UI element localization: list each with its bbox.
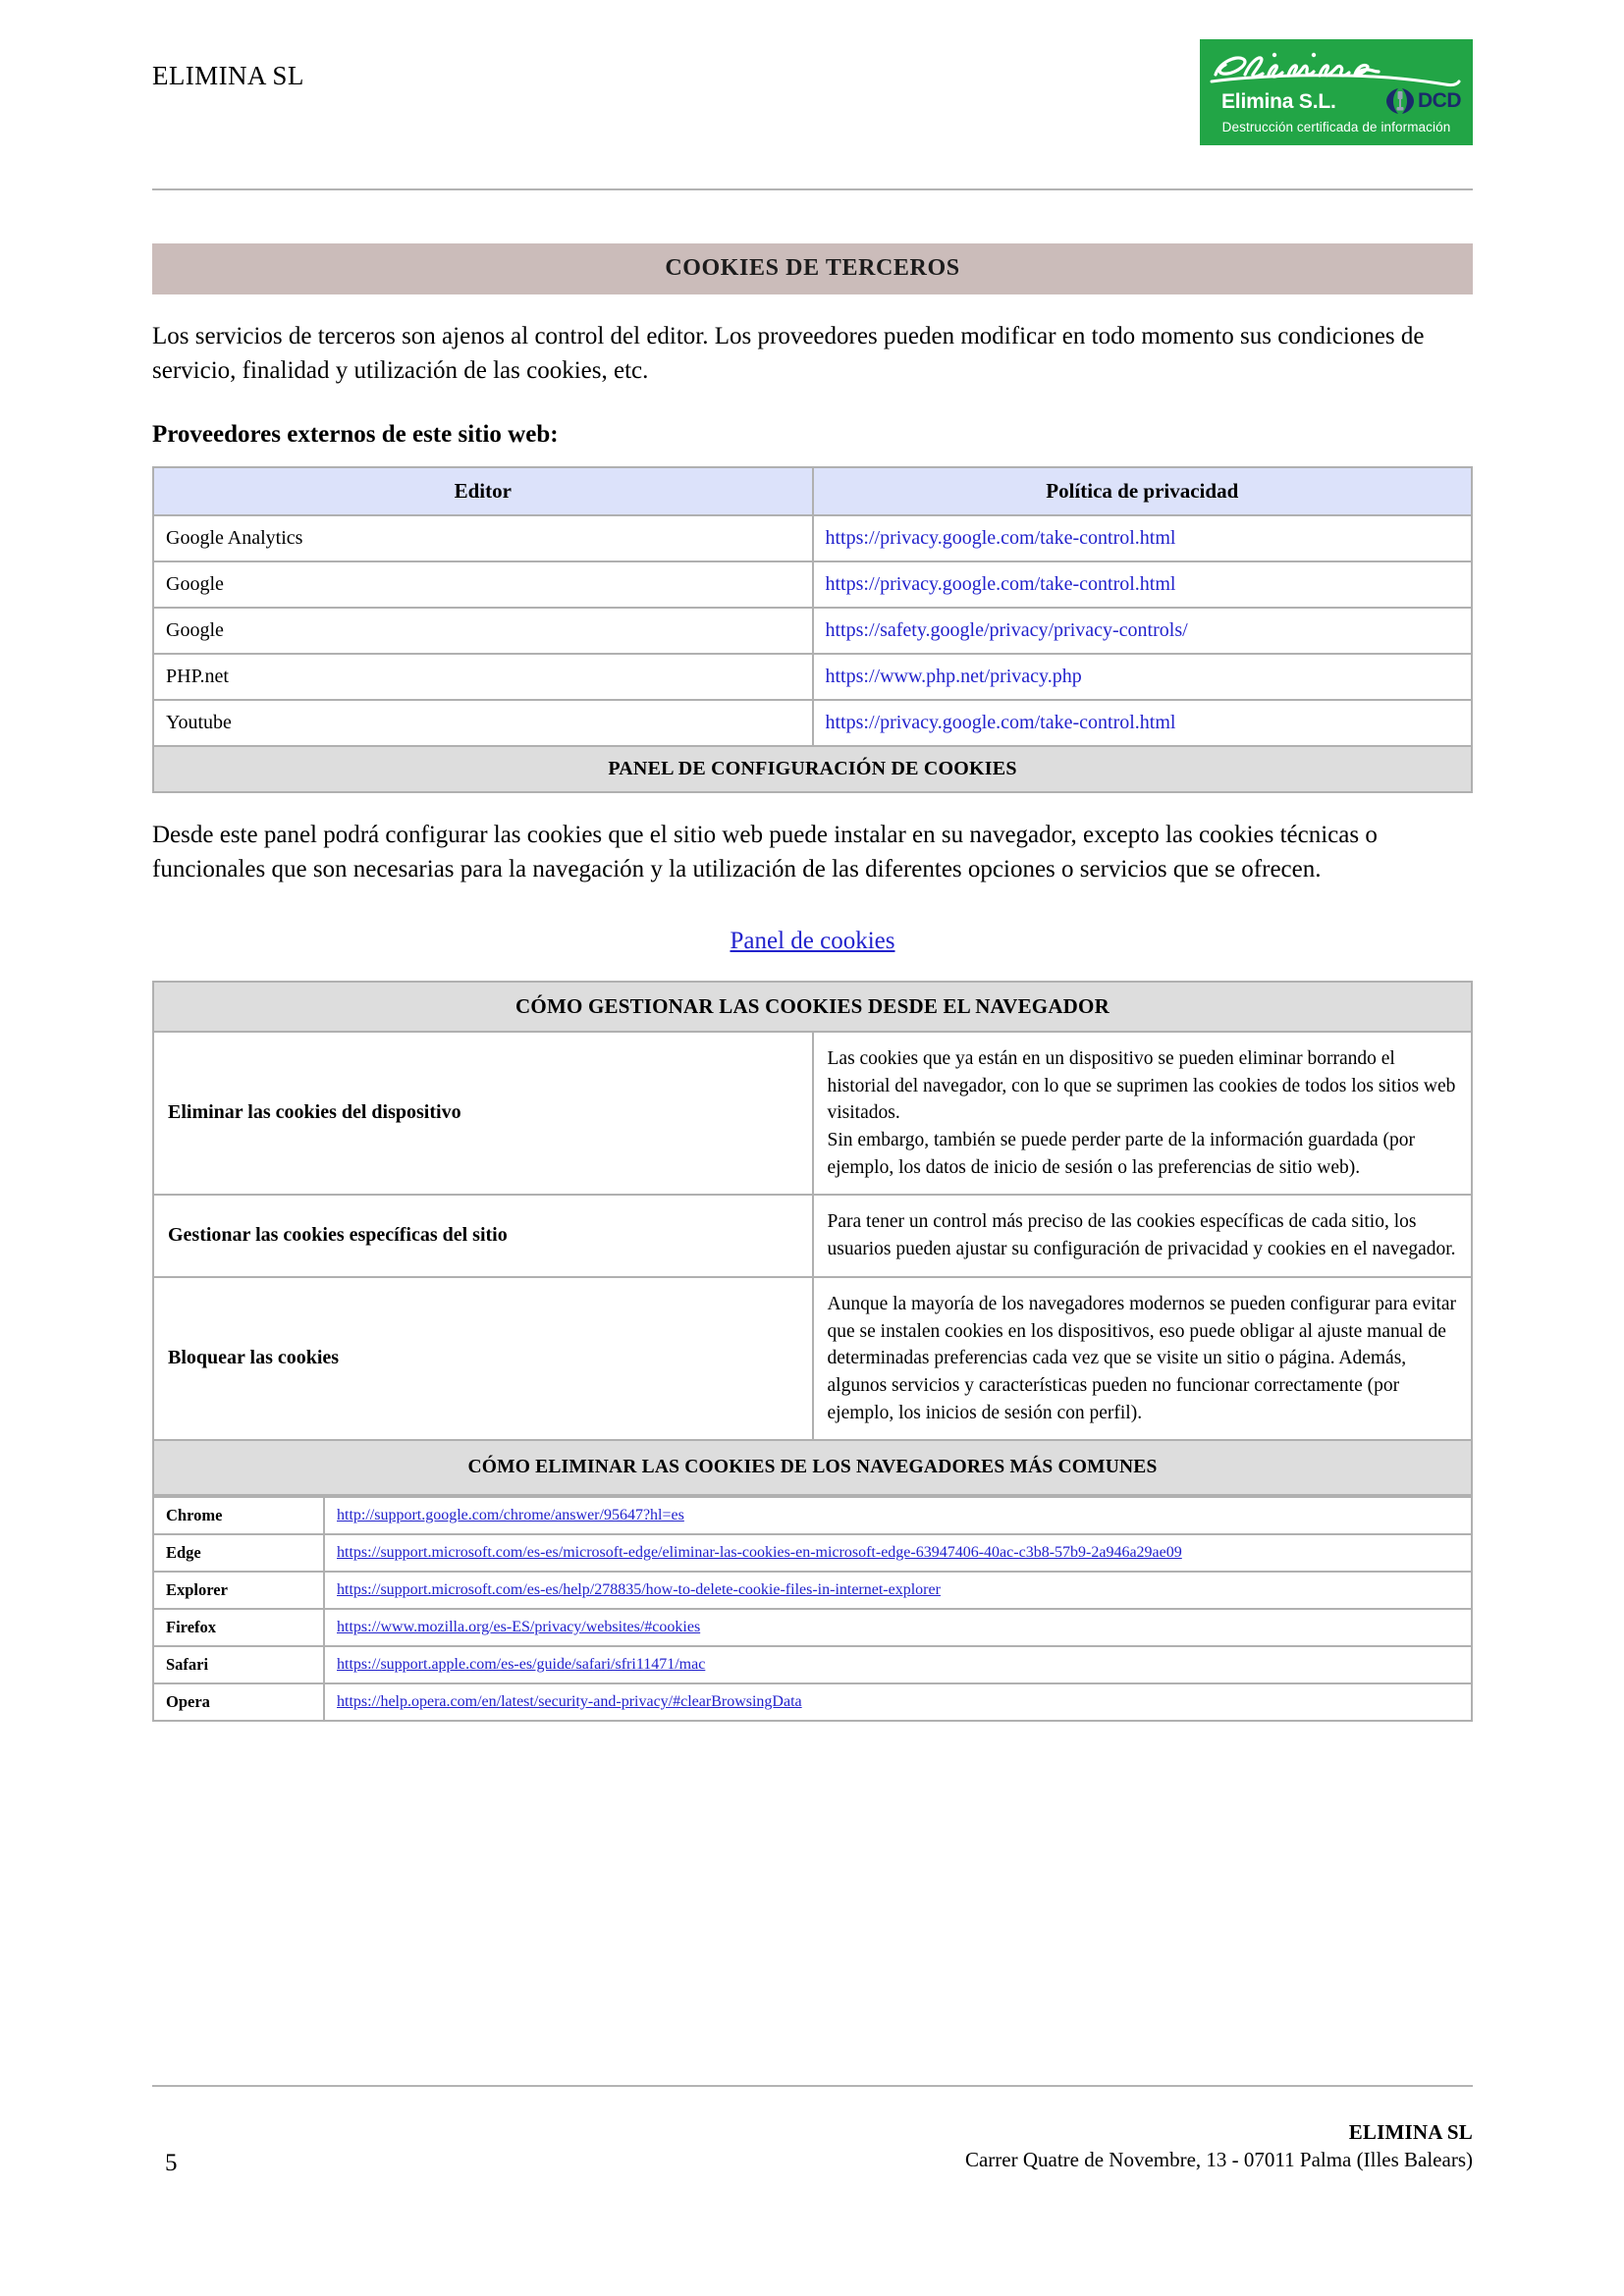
browser-name: Edge <box>153 1534 324 1572</box>
provider-url-link[interactable]: https://safety.google/privacy/privacy-controls/ <box>825 619 1188 641</box>
browser-name: Opera <box>153 1683 324 1721</box>
browsers-table <box>152 1496 1473 1722</box>
elimina-logo <box>1200 39 1473 145</box>
browser-url-link[interactable]: https://help.opera.com/en/latest/security-and-privacy/#clearBrowsingData <box>337 1692 802 1710</box>
browser-url-cell <box>324 1534 1472 1572</box>
logo-company-name: Elimina S.L. <box>1221 90 1336 113</box>
table-row <box>153 1497 1472 1534</box>
dcd-mark-icon <box>1385 86 1415 116</box>
provider-name: Google <box>153 561 813 608</box>
elimina-script-icon <box>1210 41 1463 92</box>
intro-paragraph: Los servicios de terceros son ajenos al control del editor. Los proveedores pueden modificar en todo momento sus condiciones de servicio, finalidad y utilización de las cookies, etc. <box>152 323 1425 384</box>
panel-link-container <box>152 928 1473 955</box>
column-header-privacy-policy: Política de privacidad <box>813 467 1473 515</box>
table-row <box>153 1683 1472 1721</box>
browser-name: Chrome <box>153 1497 324 1534</box>
manage-row-label: Eliminar las cookies del dispositivo <box>153 1032 813 1195</box>
browser-url-link[interactable]: http://support.google.com/chrome/answer/95647?hl=es <box>337 1506 684 1523</box>
table-row <box>153 608 1472 654</box>
browser-url-cell <box>324 1497 1472 1534</box>
browser-name: Explorer <box>153 1572 324 1609</box>
browser-url-link[interactable]: https://www.mozilla.org/es-ES/privacy/websites/#cookies <box>337 1618 701 1635</box>
document-content <box>152 243 1473 1722</box>
table-row <box>153 1032 1472 1195</box>
table-row <box>153 700 1472 746</box>
table-band-row <box>153 1440 1472 1495</box>
document-header <box>152 39 1473 187</box>
provider-url-cell <box>813 515 1473 561</box>
provider-url-cell <box>813 608 1473 654</box>
browser-url-link[interactable]: https://support.apple.com/es-es/guide/safari/sfri11471/mac <box>337 1655 706 1673</box>
page-number: 5 <box>165 2150 178 2176</box>
table-band-row <box>153 746 1472 792</box>
footer-company-name: ELIMINA SL <box>1348 2120 1473 2144</box>
table-row <box>153 1646 1472 1683</box>
manage-cookies-table <box>152 981 1473 1496</box>
table-row <box>153 561 1472 608</box>
manage-row-label: Bloquear las cookies <box>153 1277 813 1440</box>
footer-block <box>589 2118 1473 2174</box>
dcd-label: DCD <box>1418 89 1461 112</box>
providers-subheading: Proveedores externos de este sitio web: <box>152 421 559 448</box>
provider-name: Google <box>153 608 813 654</box>
table-band-row <box>153 982 1472 1032</box>
table-row <box>153 1534 1472 1572</box>
manage-row-label: Gestionar las cookies específicas del sitio <box>153 1195 813 1276</box>
footer-divider <box>152 2085 1473 2087</box>
page-title-banner: COOKIES DE TERCEROS <box>152 243 1473 294</box>
provider-name: Youtube <box>153 700 813 746</box>
dcd-badge <box>1385 86 1461 116</box>
browser-url-cell <box>324 1609 1472 1646</box>
manage-row-text: Aunque la mayoría de los navegadores modernos se pueden configurar para evitar que se instalen cookies en los dispositivos, eso puede obligar al ajuste manual de determinadas preferencias cada vez que se visite un sitio o página. Además, algunos servicios y características pueden no funcionar correctamente (por ejemplo, los inicios de sesión con perfil). <box>813 1277 1473 1440</box>
cookie-panel-link[interactable]: Panel de cookies <box>730 928 895 954</box>
delete-cookies-band: CÓMO ELIMINAR LAS COOKIES DE LOS NAVEGADORES MÁS COMUNES <box>153 1440 1472 1495</box>
header-divider <box>152 188 1473 190</box>
provider-url-link[interactable]: https://privacy.google.com/take-control.html <box>825 573 1176 595</box>
provider-url-cell <box>813 700 1473 746</box>
table-row <box>153 654 1472 700</box>
browser-name: Safari <box>153 1646 324 1683</box>
browser-name: Firefox <box>153 1609 324 1646</box>
provider-name: Google Analytics <box>153 515 813 561</box>
provider-url-cell <box>813 654 1473 700</box>
provider-url-link[interactable]: https://www.php.net/privacy.php <box>825 666 1082 687</box>
cookie-config-panel-band: PANEL DE CONFIGURACIÓN DE COOKIES <box>153 746 1472 792</box>
browser-url-link[interactable]: https://support.microsoft.com/es-es/help/278835/how-to-delete-cookie-files-in-internet-explorer <box>337 1580 941 1598</box>
manage-row-text: Para tener un control más preciso de las cookies específicas de cada sitio, los usuarios pueden ajustar su configuración de privacidad y cookies en el navegador. <box>813 1195 1473 1276</box>
provider-url-cell <box>813 561 1473 608</box>
logo-tagline: Destrucción certificada de información <box>1221 120 1451 134</box>
browser-url-cell <box>324 1646 1472 1683</box>
panel-paragraph: Desde este panel podrá configurar las cookies que el sitio web puede instalar en su navegador, excepto las cookies técnicas o funcionales que son necesarias para la navegación y la utilización de las diferentes opciones o servicios que se ofrecen. <box>152 822 1378 882</box>
manage-row-text: Las cookies que ya están en un dispositivo se pueden eliminar borrando el historial del navegador, con lo que se suprimen las cookies de todos los sitios web visitados. Sin embargo, también se puede perder parte de la información guardada (por ejemplo, los datos de inicio de sesión o las preferencias de sitio web). <box>813 1032 1473 1195</box>
table-row <box>153 515 1472 561</box>
table-row <box>153 1572 1472 1609</box>
table-row <box>153 1277 1472 1440</box>
column-header-editor: Editor <box>153 467 813 515</box>
manage-cookies-band: CÓMO GESTIONAR LAS COOKIES DESDE EL NAVEGADOR <box>153 982 1472 1032</box>
table-header-row <box>153 467 1472 515</box>
browser-url-cell <box>324 1683 1472 1721</box>
provider-url-link[interactable]: https://privacy.google.com/take-control.html <box>825 527 1176 549</box>
table-row <box>153 1195 1472 1276</box>
provider-url-link[interactable]: https://privacy.google.com/take-control.html <box>825 712 1176 733</box>
browser-url-cell <box>324 1572 1472 1609</box>
provider-name: PHP.net <box>153 654 813 700</box>
footer-address: Carrer Quatre de Novembre, 13 - 07011 Palma (Illes Balears) <box>964 2148 1473 2172</box>
header-company-name: ELIMINA SL <box>152 61 304 90</box>
browser-url-link[interactable]: https://support.microsoft.com/es-es/microsoft-edge/eliminar-las-cookies-en-microsoft-edge-63947406-40ac-c3b8-57b9-2a946a29ae09 <box>337 1543 1182 1561</box>
providers-table <box>152 466 1473 793</box>
table-row <box>153 1609 1472 1646</box>
